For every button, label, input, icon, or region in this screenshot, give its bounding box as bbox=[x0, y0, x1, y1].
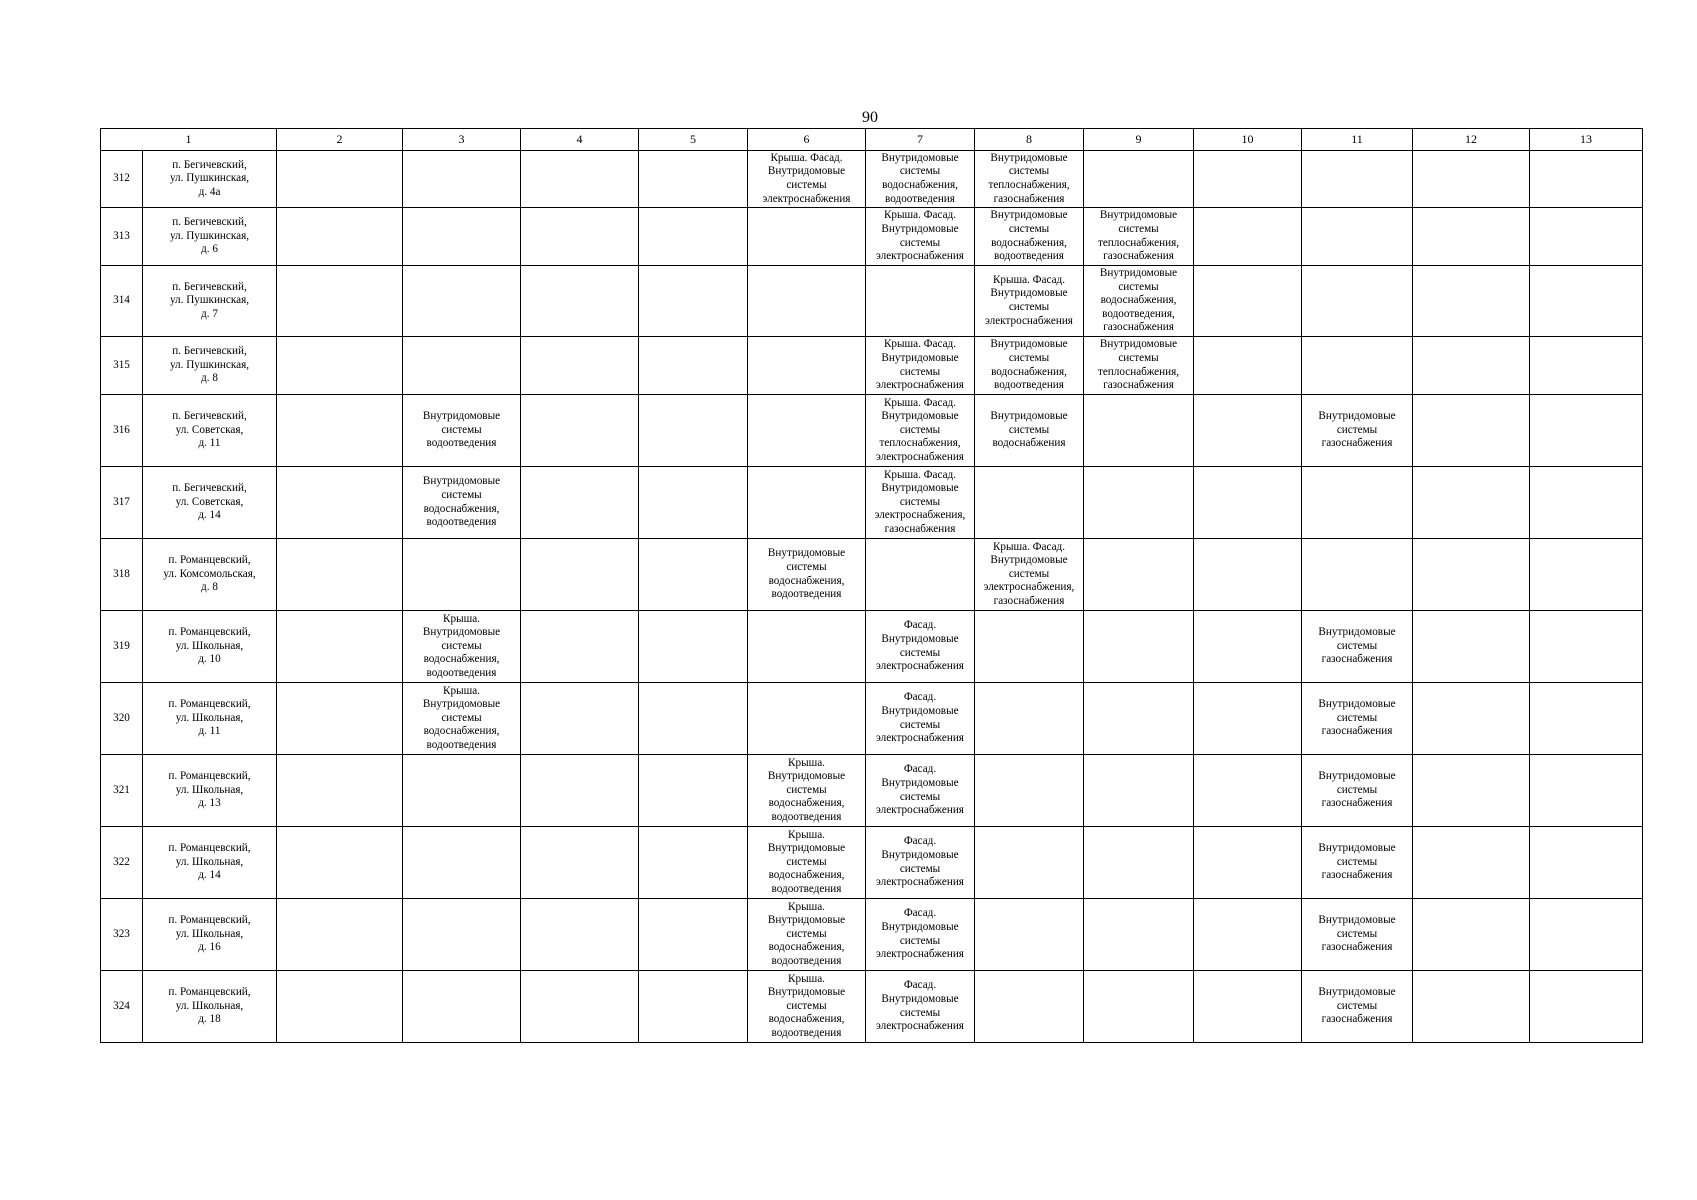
work-cell-col-8 bbox=[975, 755, 1084, 827]
address-text: п. Романцевский, ул. Школьная, д. 14 bbox=[168, 842, 251, 882]
work-cell-col-6 bbox=[748, 266, 866, 337]
work-cell-col-3 bbox=[403, 755, 521, 827]
address-cell bbox=[143, 151, 277, 208]
work-cell-col-9 bbox=[1084, 971, 1194, 1043]
address-cell bbox=[143, 539, 277, 611]
address-text: п. Романцевский, ул. Школьная, д. 16 bbox=[168, 914, 251, 954]
table-row bbox=[101, 611, 1643, 683]
work-cell-col-5 bbox=[639, 683, 748, 755]
work-cell-col-11 bbox=[1302, 539, 1413, 611]
work-cell-col-12 bbox=[1413, 611, 1530, 683]
work-text: Крыша. Фасад. Внутридомовые системы электроснабжения, газоснабжения bbox=[983, 540, 1075, 607]
table-row bbox=[101, 208, 1643, 266]
work-cell-col-13 bbox=[1530, 539, 1643, 611]
table-row bbox=[101, 467, 1643, 539]
work-cell-col-11 bbox=[1302, 899, 1413, 971]
address-cell bbox=[143, 337, 277, 395]
row-number: 321 bbox=[101, 755, 143, 827]
page-number: 90 bbox=[862, 109, 878, 126]
work-cell-col-10 bbox=[1194, 395, 1302, 467]
work-cell-col-9 bbox=[1084, 208, 1194, 266]
work-cell-col-7 bbox=[866, 971, 975, 1043]
work-cell-col-2 bbox=[277, 755, 403, 827]
address-text: п. Бегичевский, ул. Советская, д. 14 bbox=[172, 482, 247, 522]
work-cell-col-3 bbox=[403, 395, 521, 467]
column-header-7: 7 bbox=[866, 129, 975, 151]
work-text: Внутридомовые системы газоснабжения bbox=[1318, 698, 1396, 738]
address-cell bbox=[143, 266, 277, 337]
work-cell-col-7 bbox=[866, 827, 975, 899]
column-header-9: 9 bbox=[1084, 129, 1194, 151]
work-cell-col-8 bbox=[975, 337, 1084, 395]
table-row bbox=[101, 827, 1643, 899]
work-cell-col-11 bbox=[1302, 151, 1413, 208]
address-cell bbox=[143, 208, 277, 266]
work-cell-col-2 bbox=[277, 611, 403, 683]
column-header-5: 5 bbox=[639, 129, 748, 151]
column-header-8: 8 bbox=[975, 129, 1084, 151]
column-header-3: 3 bbox=[403, 129, 521, 151]
column-header-10: 10 bbox=[1194, 129, 1302, 151]
work-cell-col-11 bbox=[1302, 395, 1413, 467]
work-cell-col-10 bbox=[1194, 971, 1302, 1043]
work-cell-col-4 bbox=[521, 899, 639, 971]
work-text: Внутридомовые системы газоснабжения bbox=[1318, 626, 1396, 666]
work-cell-col-8 bbox=[975, 971, 1084, 1043]
work-cell-col-2 bbox=[277, 539, 403, 611]
work-text: Внутридомовые системы газоснабжения bbox=[1318, 842, 1396, 882]
work-cell-col-6 bbox=[748, 539, 866, 611]
work-cell-col-5 bbox=[639, 395, 748, 467]
work-text: Крыша. Фасад. Внутридомовые системы электроснабжения bbox=[876, 338, 964, 392]
work-text: Крыша. Фасад. Внутридомовые системы теплоснабжения, электроснабжения bbox=[876, 396, 964, 463]
column-header-2: 2 bbox=[277, 129, 403, 151]
work-cell-col-10 bbox=[1194, 611, 1302, 683]
work-text: Внутридомовые системы газоснабжения bbox=[1318, 410, 1396, 450]
work-cell-col-5 bbox=[639, 611, 748, 683]
work-cell-col-9 bbox=[1084, 467, 1194, 539]
work-cell-col-8 bbox=[975, 395, 1084, 467]
work-cell-col-5 bbox=[639, 467, 748, 539]
table-header bbox=[101, 129, 1643, 151]
address-text: п. Романцевский, ул. Комсомольская, д. 8 bbox=[163, 554, 256, 594]
row-number: 314 bbox=[101, 266, 143, 337]
work-cell-col-13 bbox=[1530, 266, 1643, 337]
work-cell-col-12 bbox=[1413, 395, 1530, 467]
column-header-4: 4 bbox=[521, 129, 639, 151]
work-cell-col-2 bbox=[277, 971, 403, 1043]
work-text: Крыша. Внутридомовые системы водоснабжения, водоотведения bbox=[767, 756, 846, 823]
work-cell-col-11 bbox=[1302, 755, 1413, 827]
work-cell-col-5 bbox=[639, 151, 748, 208]
work-cell-col-8 bbox=[975, 151, 1084, 208]
row-number: 323 bbox=[101, 899, 143, 971]
work-cell-col-9 bbox=[1084, 611, 1194, 683]
work-cell-col-7 bbox=[866, 395, 975, 467]
work-cell-col-8 bbox=[975, 266, 1084, 337]
work-cell-col-6 bbox=[748, 151, 866, 208]
work-cell-col-13 bbox=[1530, 683, 1643, 755]
work-cell-col-6 bbox=[748, 971, 866, 1043]
table-row bbox=[101, 337, 1643, 395]
work-cell-col-12 bbox=[1413, 683, 1530, 755]
work-text: Внутридомовые системы теплоснабжения, газоснабжения bbox=[1097, 338, 1180, 392]
work-cell-col-10 bbox=[1194, 683, 1302, 755]
work-text: Крыша. Внутридомовые системы водоснабжения, водоотведения bbox=[767, 972, 846, 1039]
work-cell-col-3 bbox=[403, 151, 521, 208]
work-cell-col-4 bbox=[521, 611, 639, 683]
work-text: Внутридомовые системы водоснабжения, водоотведения bbox=[767, 547, 846, 601]
work-cell-col-12 bbox=[1413, 266, 1530, 337]
table-row bbox=[101, 266, 1643, 337]
work-cell-col-13 bbox=[1530, 467, 1643, 539]
work-cell-col-11 bbox=[1302, 266, 1413, 337]
work-cell-col-11 bbox=[1302, 971, 1413, 1043]
address-text: п. Романцевский, ул. Школьная, д. 11 bbox=[168, 698, 251, 738]
work-cell-col-5 bbox=[639, 971, 748, 1043]
work-cell-col-13 bbox=[1530, 337, 1643, 395]
address-text: п. Бегичевский, ул. Пушкинская, д. 7 bbox=[169, 280, 250, 320]
row-number: 324 bbox=[101, 971, 143, 1043]
work-cell-col-11 bbox=[1302, 337, 1413, 395]
work-cell-col-10 bbox=[1194, 208, 1302, 266]
address-cell bbox=[143, 827, 277, 899]
work-cell-col-12 bbox=[1413, 971, 1530, 1043]
work-text: Крыша. Внутридомовые системы водоснабжения, водоотведения bbox=[767, 900, 846, 967]
row-number: 312 bbox=[101, 151, 143, 208]
work-cell-col-5 bbox=[639, 337, 748, 395]
work-text: Внутридомовые системы теплоснабжения, газоснабжения bbox=[988, 151, 1070, 205]
work-cell-col-12 bbox=[1413, 899, 1530, 971]
work-cell-col-6 bbox=[748, 337, 866, 395]
work-cell-col-10 bbox=[1194, 827, 1302, 899]
work-text: Фасад. Внутридомовые системы электроснабжения bbox=[876, 979, 964, 1033]
work-cell-col-7 bbox=[866, 683, 975, 755]
work-text: Внутридомовые системы водоснабжения, водоотведения bbox=[990, 338, 1068, 392]
work-text: Внутридомовые системы газоснабжения bbox=[1318, 770, 1396, 810]
work-cell-col-5 bbox=[639, 539, 748, 611]
work-text: Внутридомовые системы водоснабжения, водоотведения bbox=[881, 151, 959, 205]
work-cell-col-5 bbox=[639, 899, 748, 971]
work-text: Фасад. Внутридомовые системы электроснабжения bbox=[876, 619, 964, 673]
work-text: Фасад. Внутридомовые системы электроснабжения bbox=[876, 691, 964, 745]
table-row bbox=[101, 539, 1643, 611]
work-cell-col-4 bbox=[521, 467, 639, 539]
work-cell-col-4 bbox=[521, 971, 639, 1043]
work-text: Внутридомовые системы водоснабжения bbox=[990, 410, 1068, 450]
work-cell-col-3 bbox=[403, 899, 521, 971]
work-cell-col-3 bbox=[403, 337, 521, 395]
work-cell-col-8 bbox=[975, 611, 1084, 683]
work-cell-col-9 bbox=[1084, 337, 1194, 395]
work-cell-col-7 bbox=[866, 208, 975, 266]
work-cell-col-7 bbox=[866, 611, 975, 683]
address-text: п. Бегичевский, ул. Пушкинская, д. 6 bbox=[169, 216, 250, 256]
work-cell-col-4 bbox=[521, 395, 639, 467]
row-number: 317 bbox=[101, 467, 143, 539]
work-text: Крыша. Внутридомовые системы водоснабжения, водоотведения bbox=[422, 684, 501, 751]
work-text: Фасад. Внутридомовые системы электроснабжения bbox=[876, 763, 964, 817]
column-header-1: 1 bbox=[101, 129, 277, 151]
work-text: Внутридомовые системы водоснабжения, водоотведения bbox=[990, 209, 1068, 263]
work-cell-col-4 bbox=[521, 266, 639, 337]
work-cell-col-13 bbox=[1530, 827, 1643, 899]
address-text: п. Романцевский, ул. Школьная, д. 13 bbox=[168, 770, 251, 810]
work-cell-col-7 bbox=[866, 899, 975, 971]
work-cell-col-12 bbox=[1413, 151, 1530, 208]
work-cell-col-2 bbox=[277, 337, 403, 395]
table-row bbox=[101, 971, 1643, 1043]
address-cell bbox=[143, 899, 277, 971]
table-row bbox=[101, 395, 1643, 467]
work-cell-col-6 bbox=[748, 395, 866, 467]
work-text: Внутридомовые системы газоснабжения bbox=[1318, 914, 1396, 954]
work-cell-col-9 bbox=[1084, 683, 1194, 755]
work-cell-col-9 bbox=[1084, 395, 1194, 467]
address-cell bbox=[143, 611, 277, 683]
column-header-12: 12 bbox=[1413, 129, 1530, 151]
work-cell-col-10 bbox=[1194, 539, 1302, 611]
work-cell-col-6 bbox=[748, 467, 866, 539]
work-cell-col-13 bbox=[1530, 151, 1643, 208]
work-cell-col-8 bbox=[975, 899, 1084, 971]
work-cell-col-9 bbox=[1084, 266, 1194, 337]
work-cell-col-10 bbox=[1194, 337, 1302, 395]
work-cell-col-7 bbox=[866, 266, 975, 337]
work-text: Крыша. Фасад. Внутридомовые системы электроснабжения, газоснабжения bbox=[874, 468, 966, 535]
work-cell-col-12 bbox=[1413, 827, 1530, 899]
work-text: Внутридомовые системы теплоснабжения, газоснабжения bbox=[1097, 209, 1180, 263]
work-cell-col-6 bbox=[748, 683, 866, 755]
work-cell-col-4 bbox=[521, 683, 639, 755]
work-text: Фасад. Внутридомовые системы электроснабжения bbox=[876, 907, 964, 961]
work-cell-col-13 bbox=[1530, 208, 1643, 266]
row-number: 322 bbox=[101, 827, 143, 899]
work-cell-col-11 bbox=[1302, 827, 1413, 899]
work-cell-col-2 bbox=[277, 208, 403, 266]
work-cell-col-9 bbox=[1084, 755, 1194, 827]
column-header-13: 13 bbox=[1530, 129, 1643, 151]
work-cell-col-3 bbox=[403, 539, 521, 611]
work-cell-col-4 bbox=[521, 151, 639, 208]
work-text: Крыша. Фасад. Внутридомовые системы электроснабжения bbox=[985, 273, 1073, 327]
work-cell-col-9 bbox=[1084, 151, 1194, 208]
work-cell-col-12 bbox=[1413, 337, 1530, 395]
work-text: Внутридомовые системы водоснабжения, водоотведения, газоснабжения bbox=[1099, 267, 1178, 334]
work-cell-col-10 bbox=[1194, 755, 1302, 827]
address-text: п. Романцевский, ул. Школьная, д. 18 bbox=[168, 986, 251, 1026]
work-cell-col-13 bbox=[1530, 971, 1643, 1043]
work-cell-col-6 bbox=[748, 611, 866, 683]
table-row bbox=[101, 683, 1643, 755]
work-cell-col-10 bbox=[1194, 899, 1302, 971]
work-cell-col-13 bbox=[1530, 395, 1643, 467]
address-cell bbox=[143, 971, 277, 1043]
work-cell-col-9 bbox=[1084, 899, 1194, 971]
work-cell-col-6 bbox=[748, 827, 866, 899]
work-cell-col-4 bbox=[521, 208, 639, 266]
work-text: Внутридомовые системы водоснабжения, водоотведения bbox=[422, 475, 501, 529]
work-cell-col-2 bbox=[277, 395, 403, 467]
work-cell-col-9 bbox=[1084, 827, 1194, 899]
address-text: п. Романцевский, ул. Школьная, д. 10 bbox=[168, 626, 251, 666]
work-cell-col-13 bbox=[1530, 755, 1643, 827]
row-number: 316 bbox=[101, 395, 143, 467]
address-text: п. Бегичевский, ул. Советская, д. 11 bbox=[172, 410, 247, 450]
work-cell-col-10 bbox=[1194, 151, 1302, 208]
work-cell-col-12 bbox=[1413, 539, 1530, 611]
row-number: 313 bbox=[101, 208, 143, 266]
work-cell-col-10 bbox=[1194, 467, 1302, 539]
work-cell-col-5 bbox=[639, 755, 748, 827]
work-cell-col-12 bbox=[1413, 208, 1530, 266]
work-cell-col-10 bbox=[1194, 266, 1302, 337]
work-cell-col-5 bbox=[639, 266, 748, 337]
work-text: Крыша. Фасад. Внутридомовые системы электроснабжения bbox=[876, 209, 964, 263]
work-cell-col-6 bbox=[748, 899, 866, 971]
work-cell-col-8 bbox=[975, 539, 1084, 611]
table-body bbox=[101, 151, 1643, 1043]
work-cell-col-3 bbox=[403, 208, 521, 266]
address-cell bbox=[143, 395, 277, 467]
work-cell-col-13 bbox=[1530, 899, 1643, 971]
work-cell-col-11 bbox=[1302, 467, 1413, 539]
work-cell-col-2 bbox=[277, 467, 403, 539]
work-cell-col-5 bbox=[639, 208, 748, 266]
work-cell-col-2 bbox=[277, 899, 403, 971]
work-cell-col-13 bbox=[1530, 611, 1643, 683]
address-text: п. Бегичевский, ул. Пушкинская, д. 8 bbox=[169, 345, 250, 385]
row-number: 318 bbox=[101, 539, 143, 611]
work-text: Фасад. Внутридомовые системы электроснабжения bbox=[876, 835, 964, 889]
work-cell-col-3 bbox=[403, 827, 521, 899]
work-cell-col-3 bbox=[403, 683, 521, 755]
work-cell-col-7 bbox=[866, 467, 975, 539]
work-cell-col-3 bbox=[403, 266, 521, 337]
table-row bbox=[101, 151, 1643, 208]
address-cell bbox=[143, 467, 277, 539]
work-cell-col-7 bbox=[866, 337, 975, 395]
work-cell-col-7 bbox=[866, 151, 975, 208]
work-text: Крыша. Внутридомовые системы водоснабжения, водоотведения bbox=[422, 612, 501, 679]
work-cell-col-6 bbox=[748, 755, 866, 827]
work-cell-col-3 bbox=[403, 971, 521, 1043]
work-cell-col-12 bbox=[1413, 755, 1530, 827]
table-row bbox=[101, 755, 1643, 827]
work-cell-col-2 bbox=[277, 827, 403, 899]
row-number: 320 bbox=[101, 683, 143, 755]
work-cell-col-9 bbox=[1084, 539, 1194, 611]
column-header-11: 11 bbox=[1302, 129, 1413, 151]
work-cell-col-8 bbox=[975, 683, 1084, 755]
work-cell-col-7 bbox=[866, 755, 975, 827]
row-number: 319 bbox=[101, 611, 143, 683]
work-cell-col-11 bbox=[1302, 611, 1413, 683]
table-row bbox=[101, 899, 1643, 971]
address-cell bbox=[143, 683, 277, 755]
work-cell-col-6 bbox=[748, 208, 866, 266]
work-cell-col-4 bbox=[521, 827, 639, 899]
header-row bbox=[101, 129, 1643, 151]
work-text: Крыша. Внутридомовые системы водоснабжения, водоотведения bbox=[767, 828, 846, 895]
work-cell-col-2 bbox=[277, 266, 403, 337]
work-cell-col-11 bbox=[1302, 208, 1413, 266]
work-cell-col-3 bbox=[403, 611, 521, 683]
work-cell-col-4 bbox=[521, 755, 639, 827]
row-number: 315 bbox=[101, 337, 143, 395]
work-cell-col-4 bbox=[521, 337, 639, 395]
work-cell-col-3 bbox=[403, 467, 521, 539]
work-cell-col-11 bbox=[1302, 683, 1413, 755]
work-cell-col-7 bbox=[866, 539, 975, 611]
work-cell-col-5 bbox=[639, 827, 748, 899]
address-cell bbox=[143, 755, 277, 827]
work-text: Внутридомовые системы газоснабжения bbox=[1318, 986, 1396, 1026]
work-cell-col-12 bbox=[1413, 467, 1530, 539]
work-cell-col-8 bbox=[975, 467, 1084, 539]
work-cell-col-8 bbox=[975, 208, 1084, 266]
work-cell-col-4 bbox=[521, 539, 639, 611]
work-cell-col-8 bbox=[975, 827, 1084, 899]
work-cell-col-2 bbox=[277, 151, 403, 208]
work-cell-col-2 bbox=[277, 683, 403, 755]
work-text: Крыша. Фасад. Внутридомовые системы электроснабжения bbox=[762, 151, 851, 205]
work-text: Внутридомовые системы водоотведения bbox=[422, 410, 501, 450]
address-text: п. Бегичевский, ул. Пушкинская, д. 4а bbox=[169, 158, 250, 198]
repair-schedule-table bbox=[100, 128, 1643, 1043]
column-header-6: 6 bbox=[748, 129, 866, 151]
